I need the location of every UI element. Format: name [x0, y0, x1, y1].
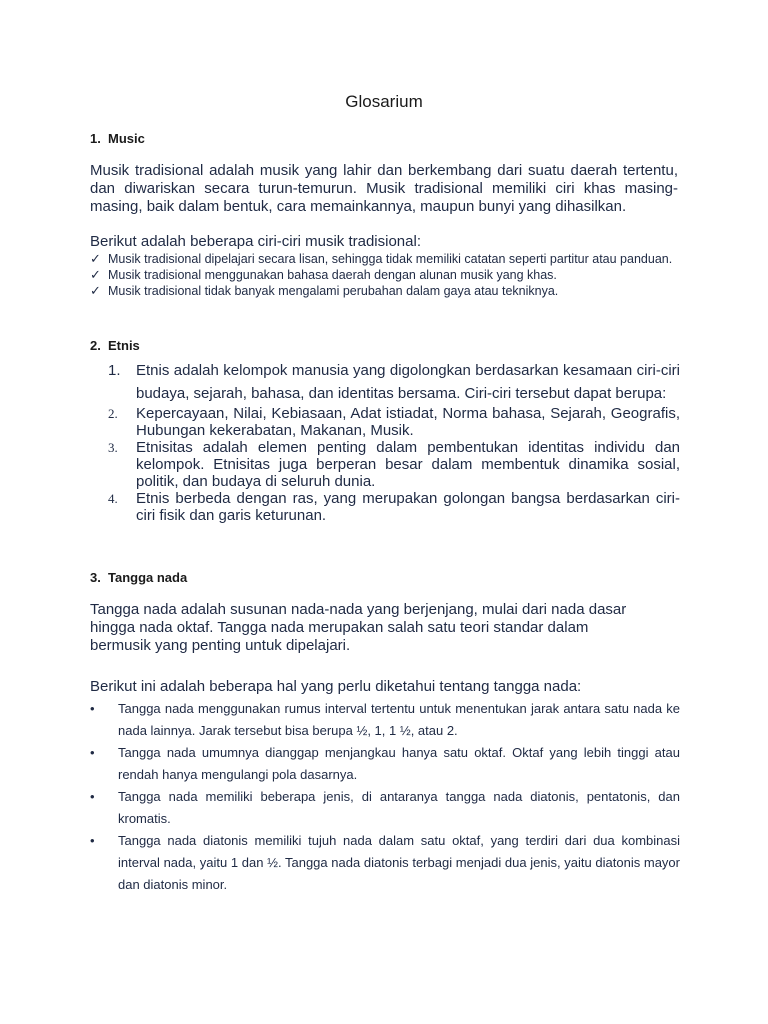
list-item — [90, 786, 680, 830]
list-item-text: Tangga nada memiliki beberapa jenis, di antaranya tangga nada diatonis, pentatonis, dan kromatis. — [118, 789, 680, 826]
list-item-text: Tangga nada umumnya dianggap menjangkau hanya satu oktaf. Oktaf yang lebih tinggi atau rendah hanya mengulangi pola dasarnya. — [118, 745, 680, 782]
music-characteristics-list — [90, 251, 680, 299]
list-number: 2. — [108, 406, 118, 421]
paragraph-tangga-nada-intro: Berikut ini adalah beberapa hal yang perlu diketahui tentang tangga nada: — [90, 678, 582, 695]
list-item — [90, 359, 680, 405]
bullet-icon: • — [90, 701, 95, 716]
paragraph-music-intro: Berikut adalah beberapa ciri-ciri musik tradisional: — [90, 233, 421, 250]
list-number: 3. — [108, 440, 118, 455]
list-item — [90, 490, 680, 524]
list-item — [90, 698, 680, 742]
list-number: 1. — [108, 362, 121, 379]
bullet-icon: • — [90, 833, 95, 848]
list-item — [90, 283, 680, 299]
section-number: 2. — [90, 338, 101, 353]
list-item-text: Tangga nada menggunakan rumus interval tertentu untuk menentukan jarak antara satu nada ke nada lainnya. Jarak tersebut bisa berupa ½, 1, 1 ½, atau 2. — [118, 701, 680, 738]
section-title: Music — [108, 131, 145, 146]
page-title: Glosarium — [345, 92, 423, 111]
list-item — [90, 267, 680, 283]
paragraph-tangga-nada-definition: Tangga nada adalah susunan nada-nada yang berjenjang, mulai dari nada dasar hingga nada oktaf. Tangga nada merupakan salah satu teori standar dalam bermusik yang penting untuk dipelajari. — [90, 601, 627, 654]
list-item-text: Etnis adalah kelompok manusia yang digolongkan berdasarkan kesamaan ciri-ciri budaya, sejarah, bahasa, dan identitas bersama. Ciri-ciri tersebut dapat berupa: — [136, 362, 680, 402]
list-item-text: Musik tradisional dipelajari secara lisan, sehingga tidak memiliki catatan seperti partitur atau panduan. — [108, 252, 673, 266]
list-item-text: Etnisitas adalah elemen penting dalam pembentukan identitas individu dan kelompok. Etnisitas juga berperan besar dalam membentuk dinamika sosial, politik, dan budaya di seluruh dunia. — [136, 439, 680, 490]
tangga-nada-bullet-list — [90, 698, 680, 896]
section-title: Etnis — [108, 338, 140, 353]
list-item — [90, 251, 680, 267]
list-item — [90, 742, 680, 786]
section-number: 3. — [90, 570, 101, 585]
paragraph-music-definition: Musik tradisional adalah musik yang lahir dan berkembang dari suatu daerah tertentu, dan diwariskan secara turun-temurun. Musik tradisional memiliki ciri khas masing-masing, baik dalam bentuk, cara memainkannya, maupun bunyi yang dihasilkan. — [90, 162, 678, 215]
list-item-text: Musik tradisional menggunakan bahasa daerah dengan alunan musik yang khas. — [108, 268, 557, 282]
list-number: 4. — [108, 491, 118, 506]
list-item-text: Musik tradisional tidak banyak mengalami perubahan dalam gaya atau tekniknya. — [108, 284, 559, 298]
section-heading-music — [90, 131, 145, 146]
checkmark-icon: ✓ — [90, 251, 101, 266]
section-number: 1. — [90, 131, 101, 146]
bullet-icon: • — [90, 745, 95, 760]
section-title: Tangga nada — [108, 570, 188, 585]
list-item — [90, 439, 680, 490]
checkmark-icon: ✓ — [90, 267, 101, 282]
etnis-numbered-list — [90, 359, 680, 524]
list-item — [90, 405, 680, 439]
list-item — [90, 830, 680, 896]
bullet-icon: • — [90, 789, 95, 804]
list-item-text: Etnis berbeda dengan ras, yang merupakan golongan bangsa berdasarkan ciri-ciri fisik dan garis keturunan. — [136, 490, 680, 524]
section-heading-etnis — [90, 338, 140, 353]
list-item-text: Kepercayaan, Nilai, Kebiasaan, Adat istiadat, Norma bahasa, Sejarah, Geografis, Hubungan kekerabatan, Makanan, Musik. — [136, 405, 680, 439]
section-heading-tangga-nada — [90, 570, 187, 585]
list-item-text: Tangga nada diatonis memiliki tujuh nada dalam satu oktaf, yang terdiri dari dua kombinasi interval nada, yaitu 1 dan ½. Tangga nada diatonis terbagi menjadi dua jenis, yaitu diatonis mayor dan diatonis minor. — [118, 833, 680, 892]
checkmark-icon: ✓ — [90, 283, 101, 298]
